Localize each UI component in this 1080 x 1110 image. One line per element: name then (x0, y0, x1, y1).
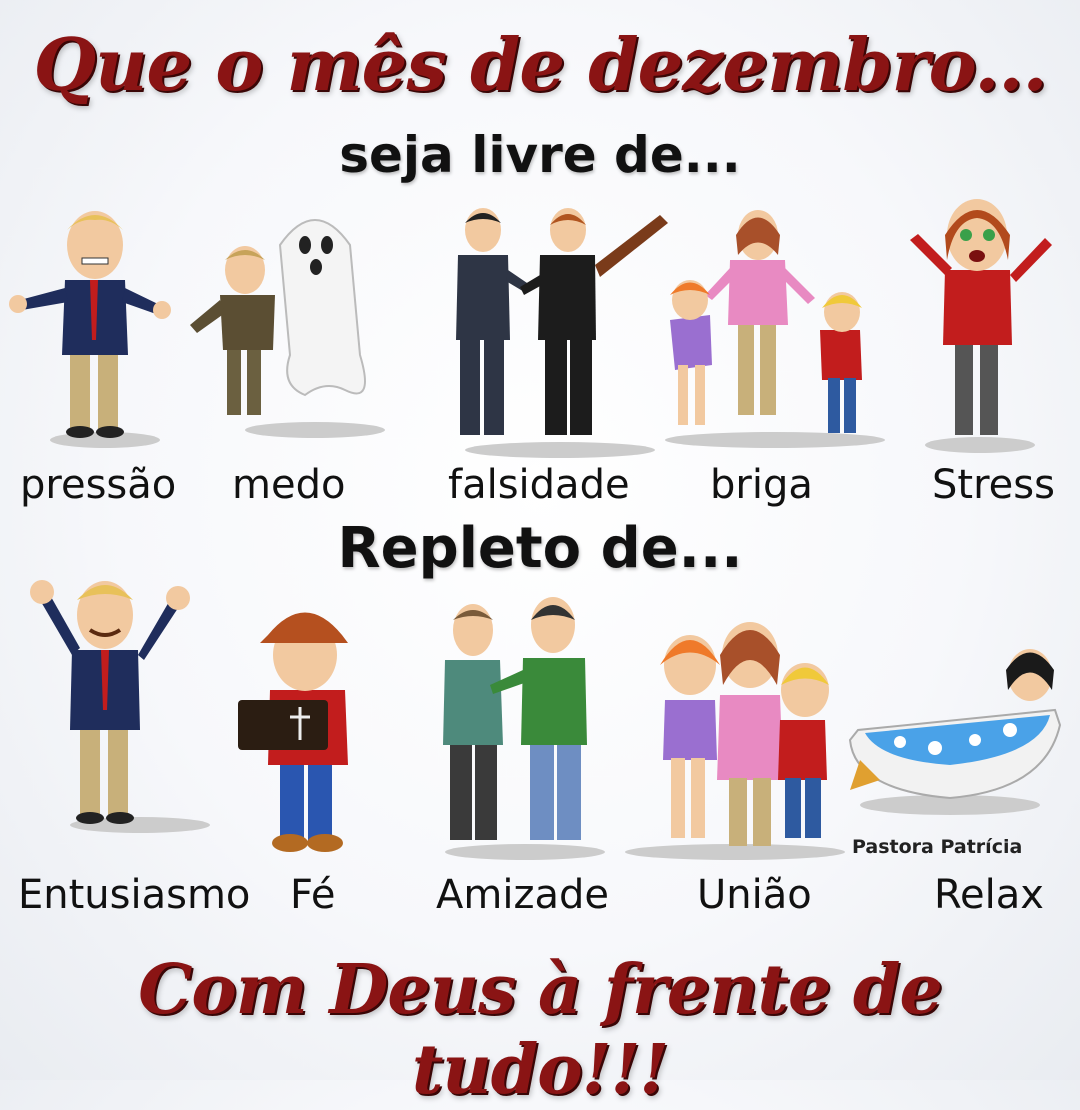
hugging-friends-figure (435, 590, 615, 865)
label-falsidade: falsidade (448, 462, 630, 508)
man-pressure-figure (10, 200, 170, 450)
label-entusiasmo: Entusiasmo (18, 872, 251, 918)
label-amizade: Amizade (436, 872, 609, 918)
stressed-woman-figure (900, 190, 1070, 455)
label-medo: medo (232, 462, 346, 508)
bathtub-figure (840, 630, 1075, 820)
subhead-free-of: seja livre de... (339, 126, 741, 184)
label-briga: briga (710, 462, 813, 508)
family-figure (605, 600, 855, 865)
title-top: Que o mês de dezembro... (33, 22, 1047, 107)
label-uniao: União (697, 872, 812, 918)
bible-reader-figure (230, 595, 370, 865)
cheering-man-figure (20, 560, 220, 840)
label-pressao: pressão (20, 462, 177, 508)
subhead-full-of: Repleto de... (337, 516, 743, 581)
credit-watermark: Pastora Patrícia (852, 836, 1023, 858)
family-fight-figure (650, 200, 900, 455)
label-fe: Fé (290, 872, 336, 918)
label-relax: Relax (934, 872, 1044, 918)
title-bottom: Com Deus à frente de tudo!!! (138, 950, 942, 1110)
label-stress: Stress (932, 462, 1055, 508)
ghost-figure (185, 205, 405, 445)
handshake-backstab-figure (450, 195, 680, 465)
